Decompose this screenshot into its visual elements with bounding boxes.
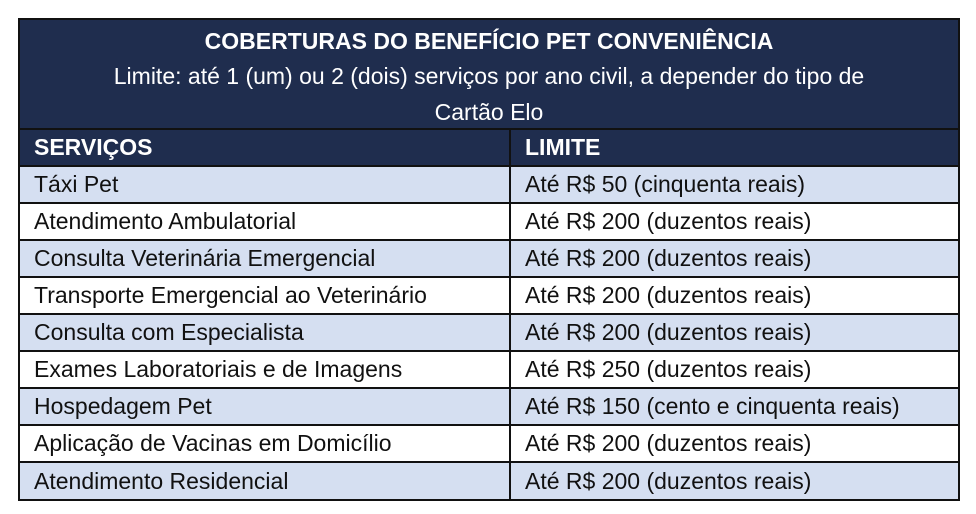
limit-cell: Até R$ 150 (cento e cinquenta reais) (510, 388, 958, 425)
service-cell: Aplicação de Vacinas em Domicílio (20, 425, 510, 462)
table-row (20, 314, 958, 351)
table-row (20, 166, 958, 203)
service-cell: Consulta com Especialista (20, 314, 510, 351)
column-header-services: SERVIÇOS (20, 130, 510, 166)
table-row (20, 388, 958, 425)
service-cell: Táxi Pet (20, 166, 510, 203)
limit-cell: Até R$ 200 (duzentos reais) (510, 314, 958, 351)
coverage-table-container (18, 18, 960, 501)
table-title: COBERTURAS DO BENEFÍCIO PET CONVENIÊNCIA (204, 28, 774, 54)
service-cell: Atendimento Ambulatorial (20, 203, 510, 240)
coverage-table (20, 130, 958, 499)
table-row (20, 351, 958, 388)
table-subtitle-line1: Limite: até 1 (um) ou 2 (dois) serviços por ano civil, a depender do tipo de (113, 63, 865, 89)
column-header-limit: LIMITE (510, 130, 958, 166)
table-title-block (20, 20, 958, 130)
table-header-row (20, 130, 958, 166)
table-row (20, 425, 958, 462)
service-cell: Transporte Emergencial ao Veterinário (20, 277, 510, 314)
limit-cell: Até R$ 250 (duzentos reais) (510, 351, 958, 388)
limit-cell: Até R$ 200 (duzentos reais) (510, 240, 958, 277)
service-cell: Consulta Veterinária Emergencial (20, 240, 510, 277)
table-row (20, 203, 958, 240)
limit-cell: Até R$ 200 (duzentos reais) (510, 425, 958, 462)
service-cell: Atendimento Residencial (20, 462, 510, 499)
table-row (20, 240, 958, 277)
limit-cell: Até R$ 200 (duzentos reais) (510, 462, 958, 499)
limit-cell: Até R$ 50 (cinquenta reais) (510, 166, 958, 203)
service-cell: Hospedagem Pet (20, 388, 510, 425)
table-row (20, 462, 958, 499)
limit-cell: Até R$ 200 (duzentos reais) (510, 277, 958, 314)
table-subtitle-line2: Cartão Elo (434, 99, 544, 125)
table-row (20, 277, 958, 314)
service-cell: Exames Laboratoriais e de Imagens (20, 351, 510, 388)
limit-cell: Até R$ 200 (duzentos reais) (510, 203, 958, 240)
